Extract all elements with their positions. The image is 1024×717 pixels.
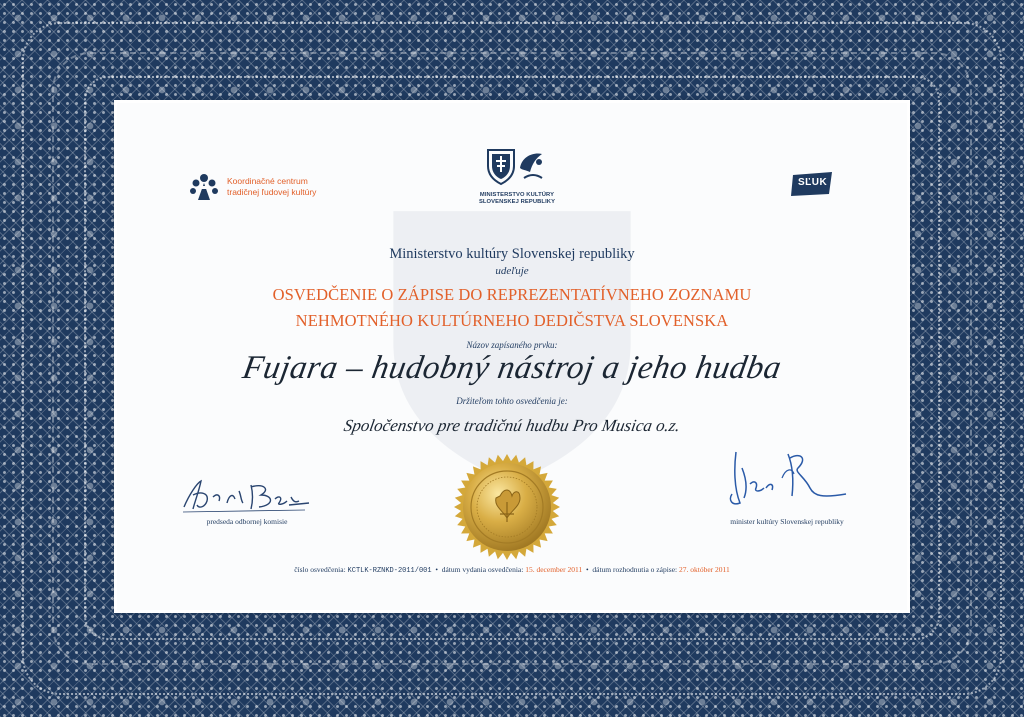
certificate-paper xyxy=(117,103,907,610)
ministry-logo xyxy=(472,148,562,208)
folk-flower-icon xyxy=(189,172,219,202)
holder-name: Spoločenstvo pre tradičnú hudbu Pro Musica o.z. xyxy=(342,416,682,435)
element-name: Fujara – hudobný nástroj a jeho hudba xyxy=(239,350,785,386)
element-name-label: Názov zapísaného prvku: xyxy=(466,340,558,350)
chairman-caption: predseda odbornej komisie xyxy=(206,517,288,526)
kctlk-logo xyxy=(189,169,324,205)
ministry-crest-icon xyxy=(486,148,548,186)
minister-caption: minister kultúry Slovenskej republiky xyxy=(730,517,844,526)
number-label: číslo osvedčenia: xyxy=(294,565,346,574)
number-value: KCTLK-RZNKD-2011/001 xyxy=(347,567,432,575)
issuer-text: Ministerstvo kultúry Slovenskej republiky xyxy=(389,246,635,262)
gold-seal-icon xyxy=(452,452,562,562)
certificate-title-line1: OSVEDČENIE O ZÁPISE DO REPREZENTATÍVNEHO ZOZNAMU xyxy=(272,285,752,304)
decision-date-label: dátum rozhodnutia o zápise: xyxy=(592,565,678,574)
sluk-text: SĽUK xyxy=(798,177,828,188)
certificate-footer: číslo osvedčenia: KCTLK-RZNKD-2011/001 • dátum vydania osvedčenia: 15. december 2011 • dátum rozhodnutia o zápise: 27. október 2011 xyxy=(294,565,730,575)
sluk-logo xyxy=(790,171,835,197)
issue-date-value: 15. december 2011 xyxy=(525,565,583,574)
holder-label: Držiteľom tohto osvedčenia je: xyxy=(456,396,568,406)
ministry-text-line1: MINISTERSTVO KULTÚRY xyxy=(479,192,555,198)
kctlk-text-line1: Koordinačné centrum xyxy=(227,176,308,186)
chairman-signature xyxy=(179,475,314,515)
minister-signature xyxy=(722,448,852,513)
kctlk-text-line2: tradičnej ľudovej kultúry xyxy=(227,187,317,197)
certificate-title-line2: NEHMOTNÉHO KULTÚRNEHO DEDIČSTVA SLOVENSKA xyxy=(295,311,729,330)
issue-date-label: dátum vydania osvedčenia: xyxy=(441,565,524,574)
decision-date-value: 27. október 2011 xyxy=(679,565,730,574)
grants-text: udeľuje xyxy=(495,265,529,277)
ministry-text-line2: SLOVENSKEJ REPUBLIKY xyxy=(478,199,556,205)
